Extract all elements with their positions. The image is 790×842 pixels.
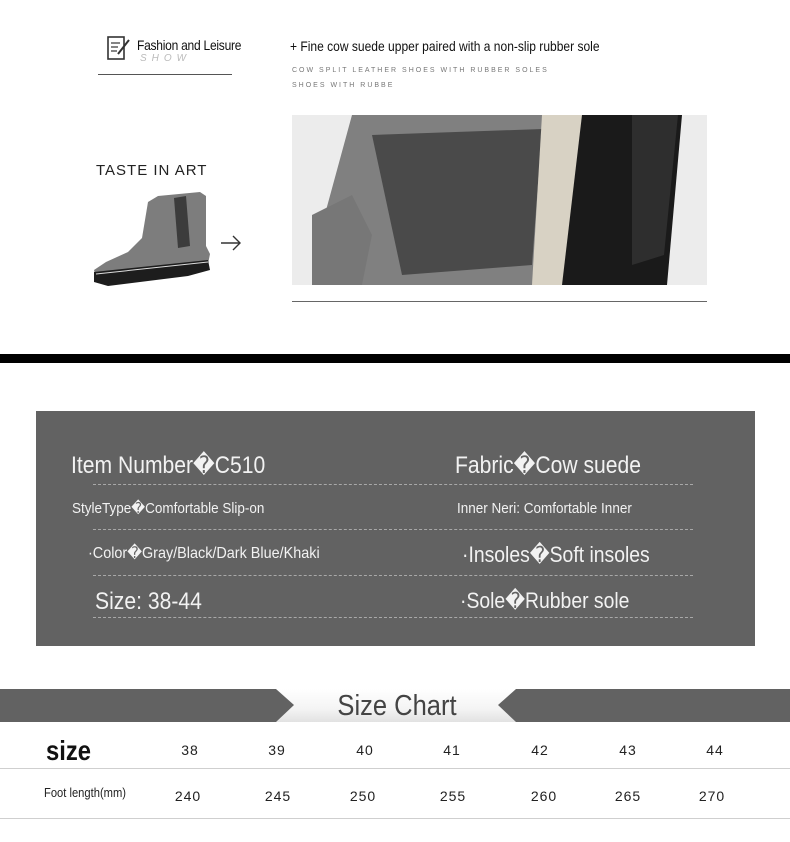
spec-style-type: StyleType�Comfortable Slip-on bbox=[72, 500, 265, 517]
spec-color: ·Color�Gray/Black/Dark Blue/Khaki bbox=[88, 545, 320, 562]
foot-length-cell: 255 bbox=[439, 788, 467, 804]
spec-divider bbox=[93, 575, 693, 576]
foot-length-cell: 245 bbox=[264, 788, 292, 804]
section-label: Fashion and Leisure bbox=[137, 37, 242, 53]
size-cell: 42 bbox=[531, 742, 549, 758]
spec-insoles: ·Insoles�Soft insoles bbox=[462, 542, 650, 567]
size-cell: 44 bbox=[706, 742, 724, 758]
image-divider bbox=[292, 301, 707, 302]
feature-subline-1: COW SPLIT LEATHER SHOES WITH RUBBER SOLES bbox=[292, 67, 549, 74]
size-cell: 39 bbox=[268, 742, 286, 758]
spec-inner: Inner Neri: Comfortable Inner bbox=[457, 500, 632, 517]
spec-item-number: Item Number�C510 bbox=[71, 452, 266, 479]
section-divider-band bbox=[0, 354, 790, 363]
foot-length-cell: 260 bbox=[530, 788, 558, 804]
spec-divider bbox=[93, 617, 693, 618]
size-cell: 41 bbox=[443, 742, 461, 758]
table-bottom-divider bbox=[0, 818, 790, 819]
taste-label: TASTE IN ART bbox=[96, 162, 208, 179]
section-sub-label: SHOW bbox=[140, 53, 192, 64]
spec-divider bbox=[93, 529, 693, 530]
header-divider bbox=[98, 74, 232, 75]
size-chart-title: Size Chart bbox=[337, 690, 457, 722]
foot-length-cell: 250 bbox=[349, 788, 377, 804]
spec-panel bbox=[36, 411, 755, 646]
spec-sole: ·Sole�Rubber sole bbox=[460, 588, 630, 613]
feature-headline: + Fine cow suede upper paired with a non-slip rubber sole bbox=[290, 38, 600, 54]
arrow-right-icon bbox=[220, 234, 242, 252]
feature-subline-2: SHOES WITH RUBBE bbox=[292, 82, 395, 89]
foot-length-cell: 270 bbox=[698, 788, 726, 804]
size-cell: 40 bbox=[356, 742, 374, 758]
size-cell: 38 bbox=[181, 742, 199, 758]
size-cell: 43 bbox=[619, 742, 637, 758]
foot-length-cell: 240 bbox=[174, 788, 202, 804]
table-row-divider bbox=[0, 768, 790, 769]
spec-divider bbox=[93, 484, 693, 485]
spec-size: Size: 38-44 bbox=[95, 588, 202, 615]
document-pen-icon bbox=[106, 34, 132, 62]
size-row-label: size bbox=[46, 735, 91, 766]
boot-product-image bbox=[88, 188, 214, 288]
foot-length-cell: 265 bbox=[614, 788, 642, 804]
spec-fabric: Fabric�Cow suede bbox=[455, 452, 641, 479]
sole-closeup-image bbox=[292, 115, 707, 285]
foot-length-row-label: Foot length(mm) bbox=[44, 785, 127, 800]
